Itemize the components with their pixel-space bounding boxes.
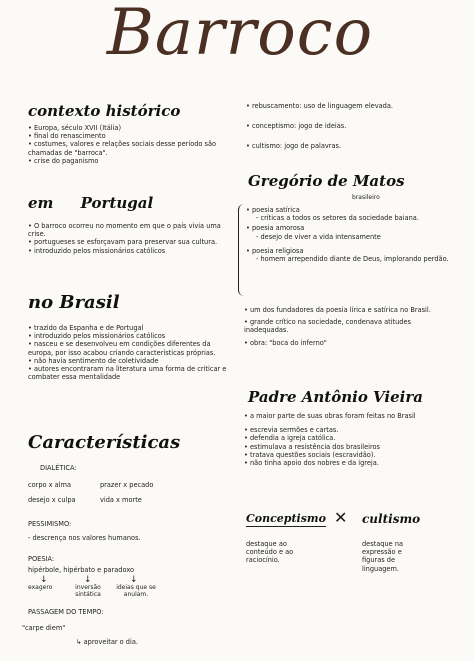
dialetica-item: desejo x culpa [28,496,76,504]
pessimismo-text: - descrença nos valores humanos. [28,534,141,542]
gregorio-subtitle: brasileiro [352,194,380,201]
brasil-list [28,324,234,381]
gregorio-heading: Gregório de Matos [248,172,405,190]
list-item: • poesia satírica [246,206,300,214]
portugal-list [28,222,226,255]
list-item: - críticas a todos os setores da sociedade baiana. [256,214,419,223]
conceptismo-heading: Conceptismo [246,512,326,525]
portugal-heading [28,194,153,212]
poesia-sub: ideias que se anulam. [116,584,156,599]
list-item: • autores encontraram na literatura uma forma de criticar e combater essa mentalidade [28,365,227,382]
list-item: • escrevia sermões e cartas. [244,426,339,435]
list-item: • introduzido pelos missionários católicos [28,332,166,341]
list-item: • um dos fundadores da poesia lírica e satírica no Brasil. [244,306,431,314]
list-item: • costumes, valores e relações sociais desse período são chamadas de "barroca". [28,140,217,157]
list-item: • poesia amorosa [246,224,305,233]
list-item: • crise do paganismo [28,156,99,165]
list-item: • não havia sentimento de coletividade [28,356,159,365]
versus-icon: ✕ [334,508,348,527]
list-item: • Europa, século XVII (Itália) [28,124,122,132]
arrow-down-icon: ↓ [130,575,138,585]
gregorio-facts-list [244,306,456,347]
poesia-line: hipérbole, hipérbato e paradoxo [28,566,135,574]
list-item: • O barroco ocorreu no momento em que o país vivia uma crise. [28,222,221,239]
conceptismo-text: destaque ao conteúdo e ao raciocínio. [246,540,294,565]
list-item: • não tinha apoio dos nobres e da igreja. [244,459,379,468]
poesia-sub: exagero [28,584,53,591]
page-title: Barroco [106,0,374,70]
list-item: • portugueses se esforçavam para preservar sua cultura. [28,238,218,247]
list-item: - homem arrependido diante de Deus, implorando perdão. [256,255,449,264]
dialetica-item: vida x morte [100,496,142,504]
list-item: • obra: "boca do inferno" [244,338,327,347]
brace-divider [238,204,245,296]
estilo-list [246,102,456,151]
arrow-down-icon: ↓ [84,575,92,585]
contexto-heading: contexto histórico [28,102,181,120]
caracteristicas-heading: Características [28,432,181,453]
pessimismo-label: PESSIMISMO: [28,520,72,528]
list-item: - desejo de viver a vida intensamente [256,232,381,241]
list-item: • conceptismo: jogo de ideias. [246,122,347,131]
list-item: • defendia a igreja católica. [244,434,336,443]
list-item: • a maior parte de suas obras foram feitas no Brasil [244,412,416,420]
list-item: • nasceu e se desenvolveu em condições diferentes da europa, por isso acabou criando características próprias. [28,340,216,357]
poesia-sub: inversão sintática [75,584,101,599]
gregorio-poetry-list [246,206,454,263]
list-item: • grande crítico na sociedade, condenava atitudes inadequadas. [244,318,411,335]
list-item: • introduzido pelos missionários católicos [28,246,166,255]
cultismo-heading: cultismo [362,512,421,526]
passagem-label: PASSAGEM DO TEMPO: [28,608,104,616]
poesia-label: POESIA: [28,555,55,563]
brasil-heading: no Brasil [28,292,120,313]
arrow-down-icon: ↓ [40,575,48,585]
carpe-diem-meaning: ↳ aproveitar o dia. [76,638,138,646]
list-item: • trazido da Espanha e de Portugal [28,324,144,332]
list-item: • final do renascimento [28,132,106,141]
list-item: • cultismo: jogo de palavras. [246,142,342,151]
dialetica-label: DIALÉTICA: [40,464,77,472]
list-item: • tratava questões sociais (escravidão). [244,450,376,459]
carpe-diem: "carpe diem" [22,624,66,632]
list-item: • poesia religiosa [246,246,304,255]
vieira-heading: Padre Antônio Vieira [248,388,423,406]
dialetica-item: prazer x pecado [100,481,154,489]
list-item: • rebuscamento: uso de linguagem elevada. [246,102,393,110]
contexto-list [28,124,232,165]
dialetica-item: corpo x alma [28,481,72,489]
cultismo-text: destaque na expressão e figuras de linguagem. [362,540,404,573]
vieira-list [244,412,456,467]
portugal-heading-prefix: em [28,194,54,212]
portugal-heading-text: Portugal [80,194,154,212]
list-item: • estimulava a resistência dos brasileiros [244,442,380,451]
